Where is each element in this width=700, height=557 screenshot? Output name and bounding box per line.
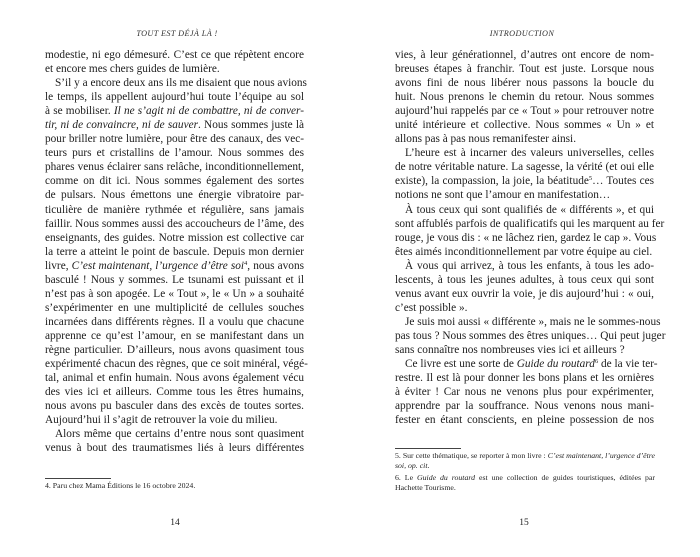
text-line: règne particulier. D’ailleurs, nous avons quasiment tous xyxy=(45,343,304,356)
footnotes xyxy=(45,481,305,493)
right-page xyxy=(350,0,700,557)
text-line: restre. Il est là pour donner les bons plans et les ornières xyxy=(395,372,654,385)
text-line: rouge, je vous dis : « ne lâchez rien, gardez le cap ». Vous xyxy=(395,231,657,244)
text-line: le temps, ils appellent aujourd’hui toute l’équipe au sol xyxy=(45,91,304,104)
text-line: enseignants, des guides. Notre mission est collective car xyxy=(45,231,304,244)
text-line: vies, à leur générationnel, d’autres ont encore de nom- xyxy=(395,49,654,61)
text-line: avons fini de nous libérer nous passons la boucle du xyxy=(395,77,654,90)
text-line: ticulière de manière rythmée et régulière, sans jamais xyxy=(45,203,304,216)
text-line: pas tous ? Nous sommes des êtres uniques… Qui peut juger xyxy=(395,329,666,342)
page-number: 14 xyxy=(170,518,180,528)
text-line: Ce livre est une sorte de Guide du routard$^6$ de la vie ter- xyxy=(405,358,658,371)
body-text xyxy=(45,48,308,455)
text-line: et encore mes chers guides de lumière. xyxy=(45,63,220,76)
text-line: livre, C’est maintenant, l’urgence d’être soi$^4$, nous avons xyxy=(45,259,304,272)
text-line: incarnées dans différents règnes. Il a voulu que chacune xyxy=(45,315,304,328)
text-line: faillir. Nous sommes aussi des accoucheurs de l’âme, des xyxy=(45,217,304,230)
text-line: à se mobiliser. Il ne s’agit ni de combattre, ni de conver- xyxy=(45,105,304,118)
text-line: sans connaître nos nombreuses vies ici et ailleurs ? xyxy=(395,343,625,356)
text-line: à éviter ! Car nous ne venons plus pour expérimenter, xyxy=(395,386,654,399)
text-line: s’expérimenter en une multiplicité de cellules souches xyxy=(45,301,304,314)
text-line: phares venus éclairer sans relâche, inconditionnellement, xyxy=(45,161,304,174)
text-line: nous avons pu basculer dans des excès de toutes sortes. xyxy=(45,400,304,413)
footnote: 4. Paru chez Mama Éditions le 16 octobre 2024. xyxy=(45,481,196,490)
footnotes xyxy=(395,451,655,495)
running-head: TOUT EST DÉJÀ LÀ ! xyxy=(136,29,218,38)
text-line: existe), la compassion, la joie, la béatitude$^5$… Toutes ces xyxy=(395,175,654,188)
body-text xyxy=(395,48,666,427)
footnote: 6. Le Guide du routard est une collection de guides touristiques, éditées par Hachette Tourisme. xyxy=(395,473,656,493)
text-line: Alors même que certains d’entre nous sont quasiment xyxy=(55,428,304,441)
text-line: c’est possible ». xyxy=(395,301,468,314)
text-line: allons pas à pas nous remanifester ainsi. xyxy=(395,133,577,146)
footnote-divider xyxy=(45,478,111,479)
text-line: teurs purs et cristallins de l’amour. Nous sommes des xyxy=(45,147,304,160)
text-line: Aujourd’hui il s’agit de retrouver la voie du milieu. xyxy=(45,414,278,427)
text-line: breuses étapes à franchir. Tout est juste. Lorsque nous xyxy=(395,63,654,76)
text-line: la terre a atteint le point de bascule. Depuis mon dernier xyxy=(45,245,304,258)
text-line: Je suis moi aussi « différente », mais ne le sommes-nous xyxy=(405,315,661,328)
text-line: unité intérieure et collective. Nous sommes « Un » et xyxy=(395,119,654,132)
text-line: tal, animal et enfin humain. Nous avons également vécu xyxy=(45,372,304,385)
text-line: êtes aimés inconditionnellement par votre équipe au ciel. xyxy=(395,245,653,258)
text-line: tir, ni de convaincre, ni de sauver. Nous sommes juste là xyxy=(45,119,304,132)
text-line: lescents, à tous les jeunes adultes, à tous ceux qui sont xyxy=(395,273,654,286)
text-line: apprenne ce qu’est l’amour, en se manifestant dans un xyxy=(45,329,304,342)
text-line: À tous ceux qui sont qualifiés de « différents », et qui xyxy=(405,203,654,216)
text-line: fester en étant conscients, en pleine possession de nos xyxy=(395,414,654,427)
text-line: de notre véritable nature. La sagesse, la vérité (et oui elle xyxy=(395,161,654,174)
text-line: basculé ! Nous y sommes. Le tsunami est puissant et il xyxy=(45,273,304,286)
text-line: L’heure est à incarner des valeurs universelles, celles xyxy=(405,147,654,160)
text-line: expérimenté chacun des règnes, que ce soit minéral, végé- xyxy=(45,358,308,371)
text-line: apprendre par la souffrance. Nous venons nous mani- xyxy=(395,400,654,413)
page-number: 15 xyxy=(519,518,529,528)
text-line: À vous qui arrivez, à tous les enfants, à tous les ado- xyxy=(405,259,654,272)
text-line: S’il y a encore deux ans ils me disaient que nous avions xyxy=(55,77,307,90)
text-line: comme on dit ici. Nous sommes également des sortes xyxy=(45,175,304,188)
text-line: n’est pas à son apogée. Le « Tout », le « Un » a souhaité xyxy=(45,287,304,300)
footnote: 5. Sur cette thématique, se reporter à mon livre : C’est maintenant, l’urgence d’être soi, op. cit. xyxy=(395,451,656,471)
text-line: des vies ici et ailleurs. Comme tous les êtres humains, xyxy=(45,386,304,399)
text-line: sont affublés parfois de qualificatifs qui les marquent au fer xyxy=(395,217,665,230)
running-head: INTRODUCTION xyxy=(489,29,555,38)
text-line: pour briller notre lumière, pour être des canaux, des vec- xyxy=(45,133,304,146)
text-line: notions ne sont que l’amour en manifestation… xyxy=(395,189,611,202)
text-line: venus à bout des traumatismes liés à leurs différentes xyxy=(45,442,304,455)
text-line: aujourd’hui rappelés par ce « Tout » pour retrouver notre xyxy=(395,105,654,118)
text-line: de pulsars. Nous émettons une énergie vibratoire par- xyxy=(45,189,304,202)
text-line: huit. Nous prenons le chemin du retour. Nous sommes xyxy=(395,91,654,104)
text-line: venus avant eux ouvrir la voie, je dis aujourd’hui : « oui, xyxy=(395,287,654,300)
footnote-divider xyxy=(395,448,461,449)
text-line: modestie, ni ego démesuré. C’est ce que répètent encore xyxy=(45,49,304,61)
